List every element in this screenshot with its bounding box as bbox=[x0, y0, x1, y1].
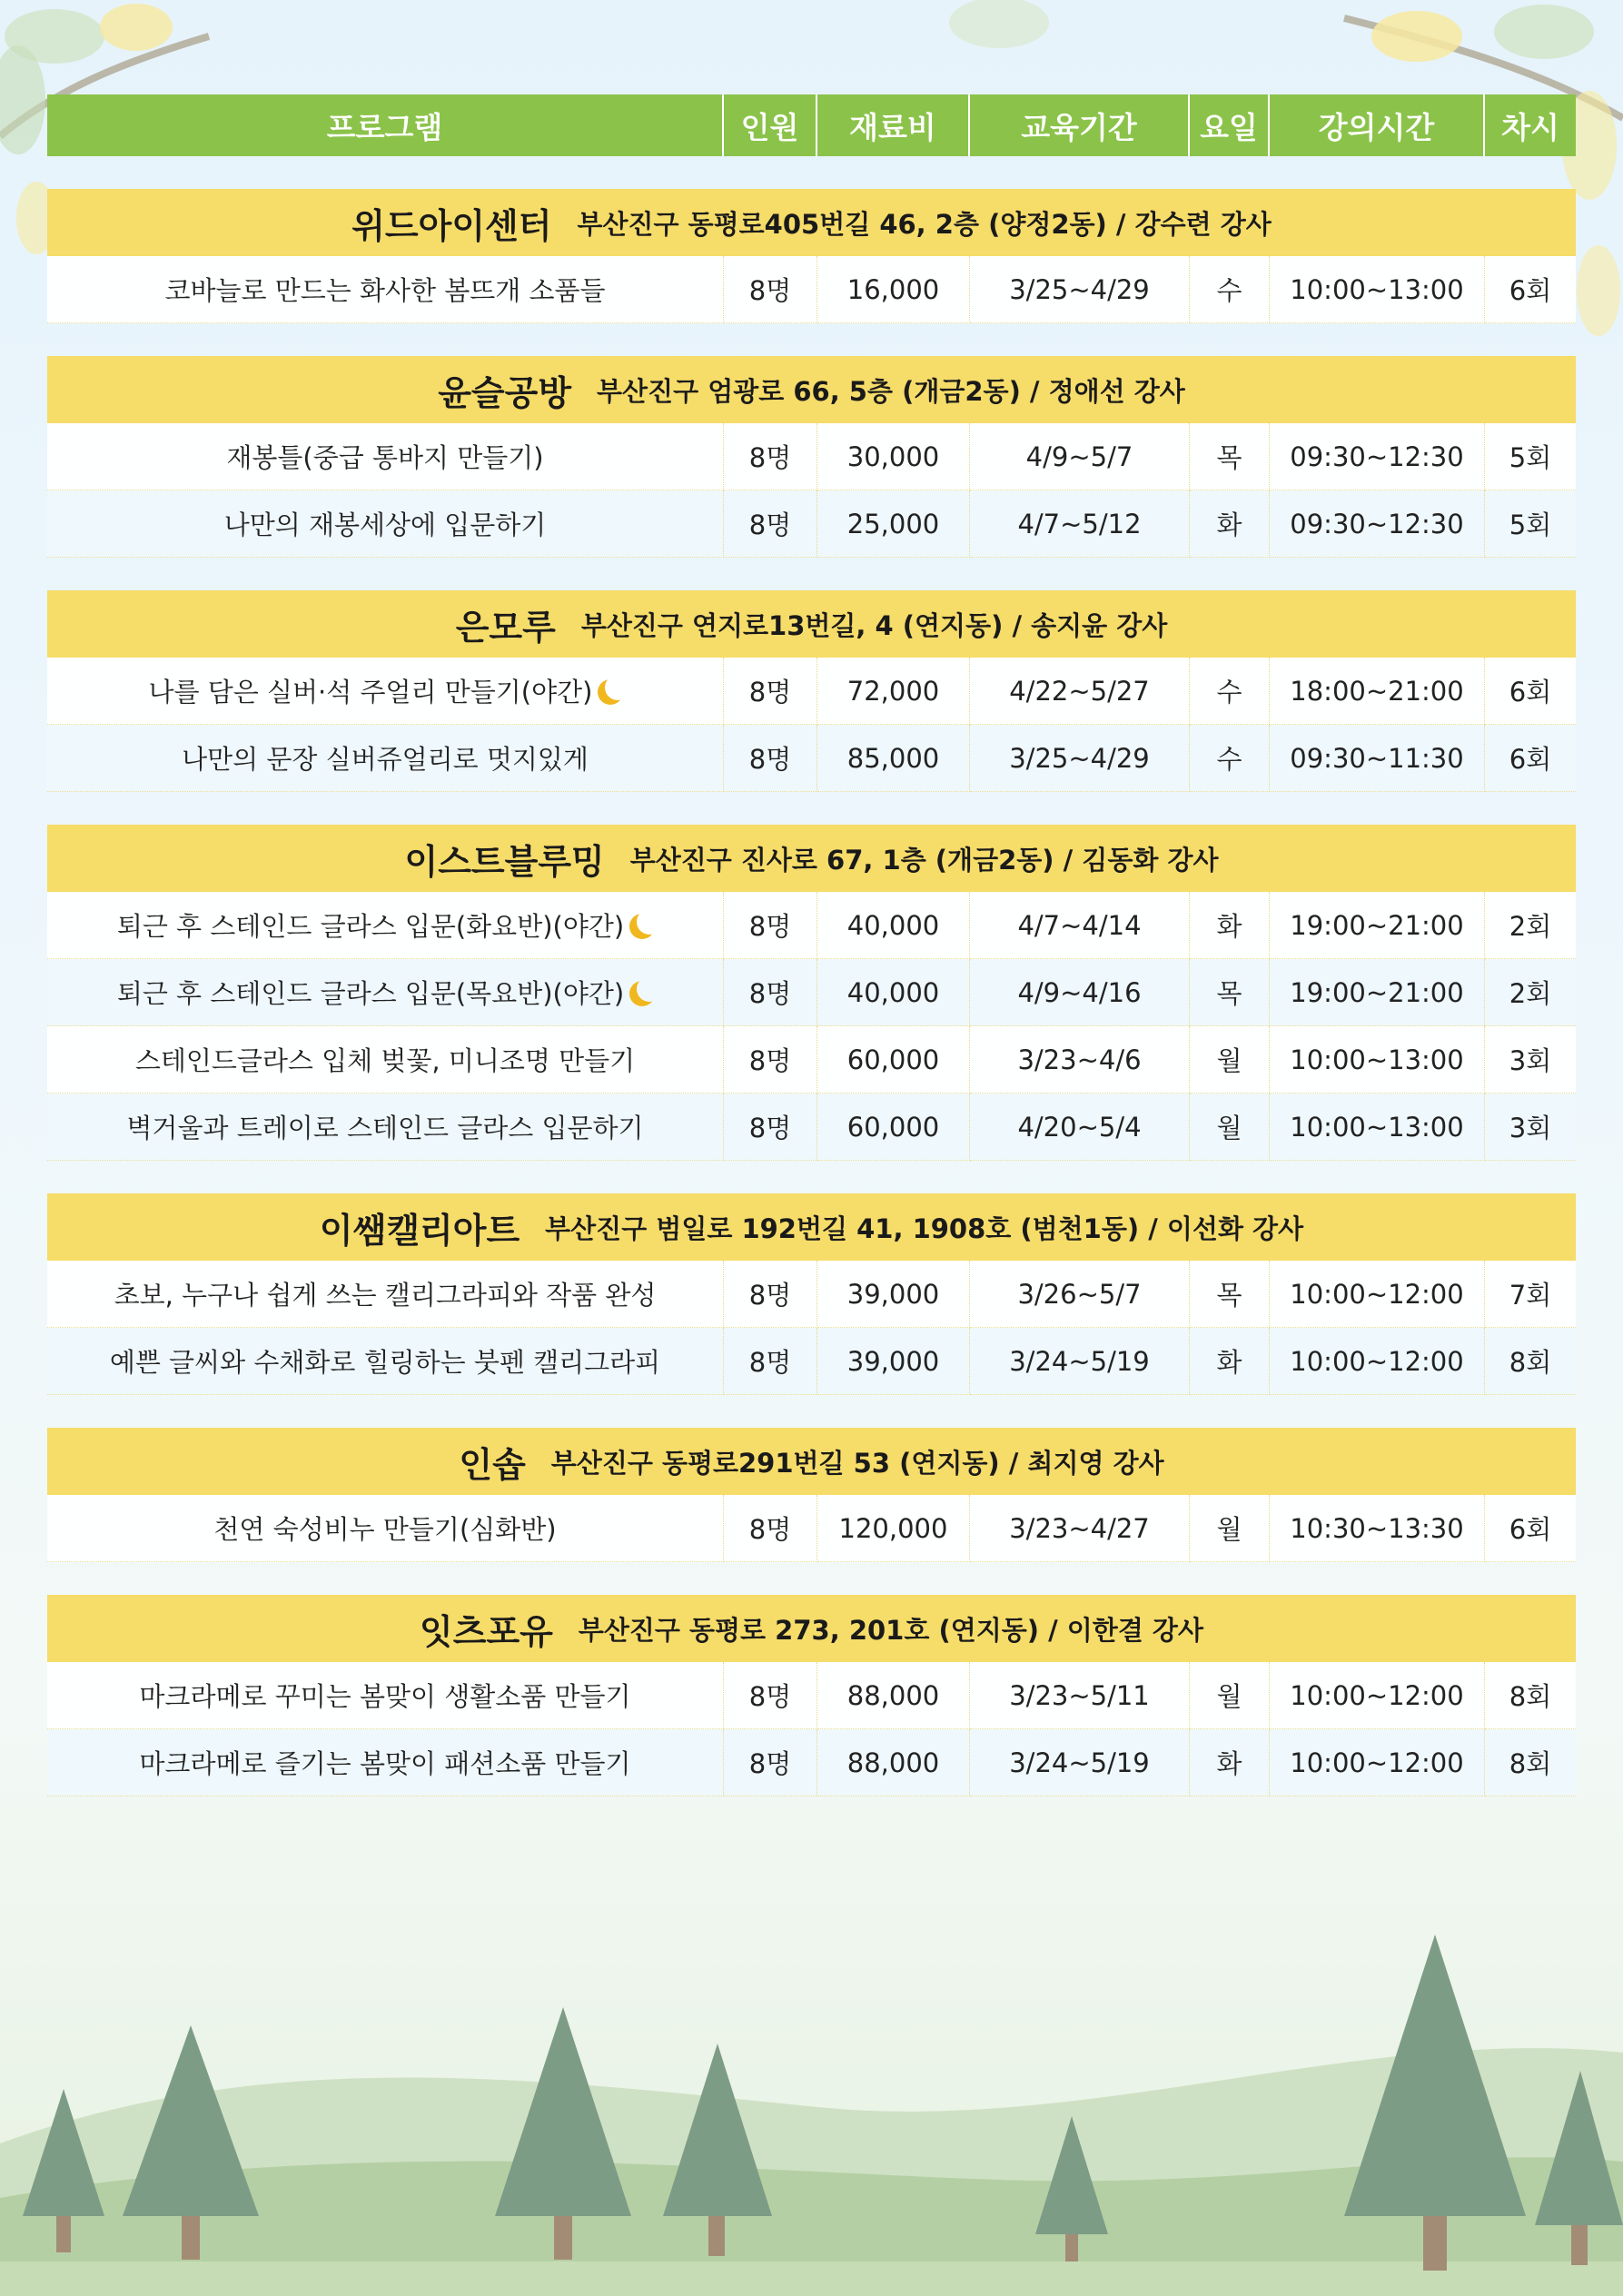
day-cell-text: 목 bbox=[1216, 978, 1242, 1009]
table-row bbox=[47, 1026, 1576, 1094]
studio-title-bar bbox=[47, 1595, 1576, 1662]
people-cell bbox=[724, 1026, 817, 1094]
fee-cell-text: 40,000 bbox=[846, 976, 940, 1008]
program-cell bbox=[47, 1328, 724, 1395]
time-cell bbox=[1270, 1094, 1485, 1161]
period-cell bbox=[970, 959, 1190, 1026]
people-cell-text: 8명 bbox=[748, 1113, 792, 1143]
program-cell-text: 코바늘로 만드는 화사한 봄뜨개 소품들 bbox=[164, 275, 606, 306]
fee-cell-text: 120,000 bbox=[838, 1512, 948, 1544]
time-cell bbox=[1270, 1328, 1485, 1395]
table-row bbox=[47, 490, 1576, 558]
program-cell-text: 초보, 누구나 쉽게 쓰는 캘리그라피와 작품 완성 bbox=[114, 1280, 657, 1311]
table-row bbox=[47, 658, 1576, 725]
period-cell-text: 4/20~5/4 bbox=[1017, 1111, 1142, 1143]
program-cell bbox=[47, 1662, 724, 1729]
sessions-cell bbox=[1485, 1261, 1576, 1328]
day-cell bbox=[1190, 959, 1270, 1026]
time-cell-text: 10:30~13:30 bbox=[1290, 1512, 1464, 1544]
program-cell bbox=[47, 490, 724, 558]
period-cell-text: 3/23~4/6 bbox=[1017, 1044, 1142, 1075]
fee-cell bbox=[817, 490, 970, 558]
program-rows bbox=[47, 1261, 1576, 1395]
program-cell-text: 나를 담은 실버·석 주얼리 만들기(야간) bbox=[148, 677, 593, 708]
period-cell bbox=[970, 423, 1190, 490]
period-cell bbox=[970, 1328, 1190, 1395]
sessions-cell bbox=[1485, 725, 1576, 792]
studio-title-bar bbox=[47, 1428, 1576, 1495]
time-cell-text: 10:00~13:00 bbox=[1290, 1111, 1464, 1143]
program-cell-text: 재봉틀(중급 통바지 만들기) bbox=[226, 442, 544, 473]
program-rows bbox=[47, 892, 1576, 1161]
sessions-cell-text: 8회 bbox=[1509, 1347, 1552, 1378]
fee-cell bbox=[817, 1094, 970, 1161]
studio-group bbox=[47, 1428, 1576, 1562]
day-cell-text: 화 bbox=[1216, 911, 1242, 942]
table-header bbox=[47, 94, 1576, 156]
people-cell bbox=[724, 1729, 817, 1796]
program-cell bbox=[47, 1495, 724, 1562]
period-cell bbox=[970, 892, 1190, 959]
sessions-cell-text: 2회 bbox=[1509, 911, 1552, 942]
people-cell bbox=[724, 892, 817, 959]
period-cell bbox=[970, 1495, 1190, 1562]
fee-cell bbox=[817, 1261, 970, 1328]
fee-cell bbox=[817, 1662, 970, 1729]
fee-cell bbox=[817, 892, 970, 959]
sessions-cell-text: 8회 bbox=[1509, 1748, 1552, 1779]
sessions-cell-text: 3회 bbox=[1509, 1113, 1552, 1143]
fee-cell-text: 39,000 bbox=[846, 1345, 940, 1377]
time-cell bbox=[1270, 423, 1485, 490]
sessions-cell bbox=[1485, 1328, 1576, 1395]
time-cell-text: 09:30~12:30 bbox=[1290, 508, 1464, 539]
people-cell bbox=[724, 256, 817, 323]
fee-cell-text: 25,000 bbox=[846, 508, 940, 539]
day-cell bbox=[1190, 1261, 1270, 1328]
sessions-cell bbox=[1485, 959, 1576, 1026]
people-cell-text: 8명 bbox=[748, 442, 792, 473]
time-cell-text: 09:30~12:30 bbox=[1290, 440, 1464, 472]
studio-name: 위드아이센터 bbox=[351, 205, 552, 246]
period-cell-text: 3/25~4/29 bbox=[1009, 742, 1150, 774]
program-rows bbox=[47, 1495, 1576, 1562]
studio-group bbox=[47, 189, 1576, 323]
studio-address-instructor: 부산진구 동평로405번길 46, 2층 (양정2동) / 강수련 강사 bbox=[577, 208, 1272, 240]
studio-group bbox=[47, 1595, 1576, 1796]
period-cell-text: 4/7~4/14 bbox=[1017, 909, 1142, 941]
header-time: 강의시간 bbox=[1270, 94, 1485, 156]
sessions-cell-text: 6회 bbox=[1509, 677, 1552, 708]
sessions-cell bbox=[1485, 490, 1576, 558]
period-cell-text: 4/9~5/7 bbox=[1025, 440, 1133, 472]
table-row bbox=[47, 1729, 1576, 1796]
day-cell bbox=[1190, 256, 1270, 323]
sessions-cell-text: 8회 bbox=[1509, 1681, 1552, 1712]
sessions-cell bbox=[1485, 1026, 1576, 1094]
sessions-cell-text: 7회 bbox=[1509, 1280, 1552, 1311]
program-cell bbox=[47, 423, 724, 490]
studio-name: 잇츠포유 bbox=[420, 1611, 553, 1652]
period-cell bbox=[970, 1261, 1190, 1328]
program-rows bbox=[47, 1662, 1576, 1796]
people-cell-text: 8명 bbox=[748, 744, 792, 775]
period-cell-text: 3/23~5/11 bbox=[1009, 1679, 1150, 1711]
program-table bbox=[47, 94, 1576, 1796]
day-cell bbox=[1190, 490, 1270, 558]
program-cell-text: 나만의 문장 실버쥬얼리로 멋지있게 bbox=[182, 744, 589, 775]
period-cell bbox=[970, 1094, 1190, 1161]
header-period: 교육기간 bbox=[970, 94, 1190, 156]
crescent-moon-icon bbox=[637, 976, 662, 1002]
day-cell bbox=[1190, 1495, 1270, 1562]
people-cell bbox=[724, 1094, 817, 1161]
day-cell bbox=[1190, 1729, 1270, 1796]
day-cell-text: 수 bbox=[1216, 677, 1242, 708]
time-cell-text: 10:00~12:00 bbox=[1290, 1679, 1464, 1711]
sessions-cell bbox=[1485, 1495, 1576, 1562]
sessions-cell bbox=[1485, 256, 1576, 323]
studio-group bbox=[47, 356, 1576, 558]
period-cell-text: 3/24~5/19 bbox=[1009, 1747, 1150, 1778]
header-day: 요일 bbox=[1190, 94, 1270, 156]
period-cell-text: 3/23~4/27 bbox=[1009, 1512, 1150, 1544]
sessions-cell-text: 5회 bbox=[1509, 442, 1552, 473]
studio-address-instructor: 부산진구 동평로291번길 53 (연지동) / 최지영 강사 bbox=[550, 1447, 1164, 1479]
day-cell bbox=[1190, 423, 1270, 490]
fee-cell-text: 39,000 bbox=[846, 1278, 940, 1310]
day-cell-text: 월 bbox=[1216, 1045, 1242, 1076]
day-cell-text: 화 bbox=[1216, 1347, 1242, 1378]
fee-cell-text: 85,000 bbox=[846, 742, 940, 774]
sessions-cell-text: 5회 bbox=[1509, 510, 1552, 540]
crescent-moon-icon bbox=[637, 909, 662, 935]
people-cell-text: 8명 bbox=[748, 1681, 792, 1712]
time-cell-text: 19:00~21:00 bbox=[1290, 976, 1464, 1008]
program-cell bbox=[47, 725, 724, 792]
fee-cell bbox=[817, 658, 970, 725]
time-cell-text: 18:00~21:00 bbox=[1290, 675, 1464, 707]
time-cell bbox=[1270, 959, 1485, 1026]
time-cell-text: 10:00~13:00 bbox=[1290, 273, 1464, 305]
people-cell-text: 8명 bbox=[748, 978, 792, 1009]
table-row bbox=[47, 256, 1576, 323]
fee-cell-text: 60,000 bbox=[846, 1044, 940, 1075]
day-cell bbox=[1190, 1026, 1270, 1094]
studio-group bbox=[47, 1193, 1576, 1395]
time-cell bbox=[1270, 1261, 1485, 1328]
program-cell bbox=[47, 256, 724, 323]
period-cell-text: 4/22~5/27 bbox=[1009, 675, 1150, 707]
program-cell bbox=[47, 1094, 724, 1161]
time-cell bbox=[1270, 1662, 1485, 1729]
sessions-cell bbox=[1485, 1094, 1576, 1161]
period-cell-text: 3/26~5/7 bbox=[1017, 1278, 1142, 1310]
fee-cell-text: 30,000 bbox=[846, 440, 940, 472]
fee-cell-text: 72,000 bbox=[846, 675, 940, 707]
program-cell bbox=[47, 1729, 724, 1796]
period-cell bbox=[970, 490, 1190, 558]
studio-name: 이쌤캘리아트 bbox=[319, 1210, 520, 1251]
day-cell-text: 목 bbox=[1216, 1280, 1242, 1311]
day-cell bbox=[1190, 725, 1270, 792]
header-program: 프로그램 bbox=[47, 94, 724, 156]
people-cell bbox=[724, 959, 817, 1026]
program-cell-text: 퇴근 후 스테인드 글라스 입문(목요반)(야간) bbox=[116, 978, 625, 1009]
table-row bbox=[47, 959, 1576, 1026]
studio-group bbox=[47, 825, 1576, 1161]
studio-title-bar bbox=[47, 356, 1576, 423]
period-cell bbox=[970, 1729, 1190, 1796]
program-cell-text: 퇴근 후 스테인드 글라스 입문(화요반)(야간) bbox=[116, 911, 625, 942]
fee-cell bbox=[817, 1328, 970, 1395]
table-row bbox=[47, 725, 1576, 792]
program-cell-text: 벽거울과 트레이로 스테인드 글라스 입문하기 bbox=[126, 1113, 644, 1143]
period-cell-text: 3/25~4/29 bbox=[1009, 273, 1150, 305]
period-cell bbox=[970, 256, 1190, 323]
time-cell bbox=[1270, 490, 1485, 558]
people-cell bbox=[724, 490, 817, 558]
sessions-cell-text: 2회 bbox=[1509, 978, 1552, 1009]
sessions-cell bbox=[1485, 423, 1576, 490]
people-cell-text: 8명 bbox=[748, 911, 792, 942]
sessions-cell bbox=[1485, 1662, 1576, 1729]
fee-cell bbox=[817, 423, 970, 490]
program-cell-text: 나만의 재봉세상에 입문하기 bbox=[223, 510, 547, 540]
header-fee: 재료비 bbox=[817, 94, 970, 156]
fee-cell bbox=[817, 256, 970, 323]
table-row bbox=[47, 1261, 1576, 1328]
time-cell-text: 10:00~12:00 bbox=[1290, 1747, 1464, 1778]
program-cell-text: 스테인드글라스 입체 벚꽃, 미니조명 만들기 bbox=[134, 1045, 636, 1076]
program-cell bbox=[47, 1026, 724, 1094]
people-cell-text: 8명 bbox=[748, 1514, 792, 1545]
people-cell bbox=[724, 1495, 817, 1562]
program-cell-text: 마크라메로 즐기는 봄맞이 패션소품 만들기 bbox=[139, 1748, 631, 1779]
fee-cell bbox=[817, 1495, 970, 1562]
day-cell bbox=[1190, 658, 1270, 725]
studio-name: 윤슬공방 bbox=[438, 372, 572, 413]
studio-groups bbox=[47, 189, 1576, 1796]
fee-cell-text: 40,000 bbox=[846, 909, 940, 941]
fee-cell bbox=[817, 1026, 970, 1094]
program-cell bbox=[47, 959, 724, 1026]
people-cell bbox=[724, 1662, 817, 1729]
day-cell-text: 월 bbox=[1216, 1514, 1242, 1545]
program-cell-text: 예쁜 글씨와 수채화로 힐링하는 붓펜 캘리그라피 bbox=[109, 1347, 661, 1378]
program-rows bbox=[47, 423, 1576, 558]
program-cell bbox=[47, 1261, 724, 1328]
table-row bbox=[47, 1094, 1576, 1161]
studio-title-bar bbox=[47, 590, 1576, 658]
studio-title-bar bbox=[47, 1193, 1576, 1261]
fee-cell-text: 16,000 bbox=[846, 273, 940, 305]
time-cell bbox=[1270, 725, 1485, 792]
program-cell-text: 마크라메로 꾸미는 봄맞이 생활소품 만들기 bbox=[139, 1681, 631, 1712]
sessions-cell bbox=[1485, 892, 1576, 959]
sessions-cell bbox=[1485, 658, 1576, 725]
people-cell-text: 8명 bbox=[748, 1045, 792, 1076]
people-cell bbox=[724, 423, 817, 490]
time-cell-text: 10:00~13:00 bbox=[1290, 1044, 1464, 1075]
day-cell-text: 화 bbox=[1216, 510, 1242, 540]
period-cell-text: 4/9~4/16 bbox=[1017, 976, 1142, 1008]
day-cell bbox=[1190, 1328, 1270, 1395]
sessions-cell-text: 3회 bbox=[1509, 1045, 1552, 1076]
sessions-cell-text: 6회 bbox=[1509, 744, 1552, 775]
period-cell bbox=[970, 1026, 1190, 1094]
sessions-cell-text: 6회 bbox=[1509, 275, 1552, 306]
table-row bbox=[47, 1662, 1576, 1729]
day-cell-text: 월 bbox=[1216, 1113, 1242, 1143]
day-cell-text: 월 bbox=[1216, 1681, 1242, 1712]
people-cell bbox=[724, 1261, 817, 1328]
header-people: 인원 bbox=[724, 94, 817, 156]
people-cell bbox=[724, 725, 817, 792]
program-cell-text: 천연 숙성비누 만들기(심화반) bbox=[213, 1514, 557, 1545]
time-cell-text: 10:00~12:00 bbox=[1290, 1278, 1464, 1310]
table-row bbox=[47, 1328, 1576, 1395]
period-cell bbox=[970, 1662, 1190, 1729]
time-cell bbox=[1270, 1729, 1485, 1796]
fee-cell bbox=[817, 725, 970, 792]
day-cell-text: 목 bbox=[1216, 442, 1242, 473]
people-cell-text: 8명 bbox=[748, 1347, 792, 1378]
program-rows bbox=[47, 256, 1576, 323]
studio-title-bar bbox=[47, 189, 1576, 256]
program-rows bbox=[47, 658, 1576, 792]
studio-group bbox=[47, 590, 1576, 792]
studio-address-instructor: 부산진구 범일로 192번길 41, 1908호 (범천1동) / 이선화 강사 bbox=[545, 1212, 1304, 1244]
studio-title-bar bbox=[47, 825, 1576, 892]
table-row bbox=[47, 1495, 1576, 1562]
studio-address-instructor: 부산진구 진사로 67, 1층 (개금2동) / 김동화 강사 bbox=[629, 844, 1219, 876]
people-cell bbox=[724, 1328, 817, 1395]
sessions-cell-text: 6회 bbox=[1509, 1514, 1552, 1545]
people-cell-text: 8명 bbox=[748, 677, 792, 708]
crescent-moon-icon bbox=[605, 675, 630, 700]
period-cell bbox=[970, 658, 1190, 725]
time-cell-text: 10:00~12:00 bbox=[1290, 1345, 1464, 1377]
day-cell bbox=[1190, 1094, 1270, 1161]
table-row bbox=[47, 892, 1576, 959]
time-cell-text: 09:30~11:30 bbox=[1290, 742, 1464, 774]
day-cell-text: 수 bbox=[1216, 744, 1242, 775]
people-cell-text: 8명 bbox=[748, 1748, 792, 1779]
fee-cell bbox=[817, 1729, 970, 1796]
people-cell-text: 8명 bbox=[748, 275, 792, 306]
studio-address-instructor: 부산진구 연지로13번길, 4 (연지동) / 송지윤 강사 bbox=[580, 609, 1168, 641]
studio-name: 이스트블루밍 bbox=[404, 841, 605, 882]
studio-address-instructor: 부산진구 동평로 273, 201호 (연지동) / 이한결 강사 bbox=[578, 1614, 1203, 1646]
time-cell bbox=[1270, 256, 1485, 323]
studio-address-instructor: 부산진구 엄광로 66, 5층 (개금2동) / 정애선 강사 bbox=[597, 375, 1185, 407]
fee-cell-text: 60,000 bbox=[846, 1111, 940, 1143]
day-cell-text: 수 bbox=[1216, 275, 1242, 306]
period-cell-text: 4/7~5/12 bbox=[1017, 508, 1142, 539]
people-cell bbox=[724, 658, 817, 725]
time-cell bbox=[1270, 658, 1485, 725]
fee-cell-text: 88,000 bbox=[846, 1679, 940, 1711]
table-row bbox=[47, 423, 1576, 490]
studio-name: 인솝 bbox=[459, 1444, 526, 1485]
period-cell-text: 3/24~5/19 bbox=[1009, 1345, 1150, 1377]
people-cell-text: 8명 bbox=[748, 510, 792, 540]
sessions-cell bbox=[1485, 1729, 1576, 1796]
fee-cell bbox=[817, 959, 970, 1026]
day-cell bbox=[1190, 1662, 1270, 1729]
studio-name: 은모루 bbox=[455, 607, 556, 648]
time-cell bbox=[1270, 1495, 1485, 1562]
day-cell bbox=[1190, 892, 1270, 959]
day-cell-text: 화 bbox=[1216, 1748, 1242, 1779]
header-sessions: 차시 bbox=[1485, 94, 1576, 156]
program-cell bbox=[47, 892, 724, 959]
time-cell-text: 19:00~21:00 bbox=[1290, 909, 1464, 941]
program-cell bbox=[47, 658, 724, 725]
period-cell bbox=[970, 725, 1190, 792]
people-cell-text: 8명 bbox=[748, 1280, 792, 1311]
time-cell bbox=[1270, 892, 1485, 959]
time-cell bbox=[1270, 1026, 1485, 1094]
fee-cell-text: 88,000 bbox=[846, 1747, 940, 1778]
